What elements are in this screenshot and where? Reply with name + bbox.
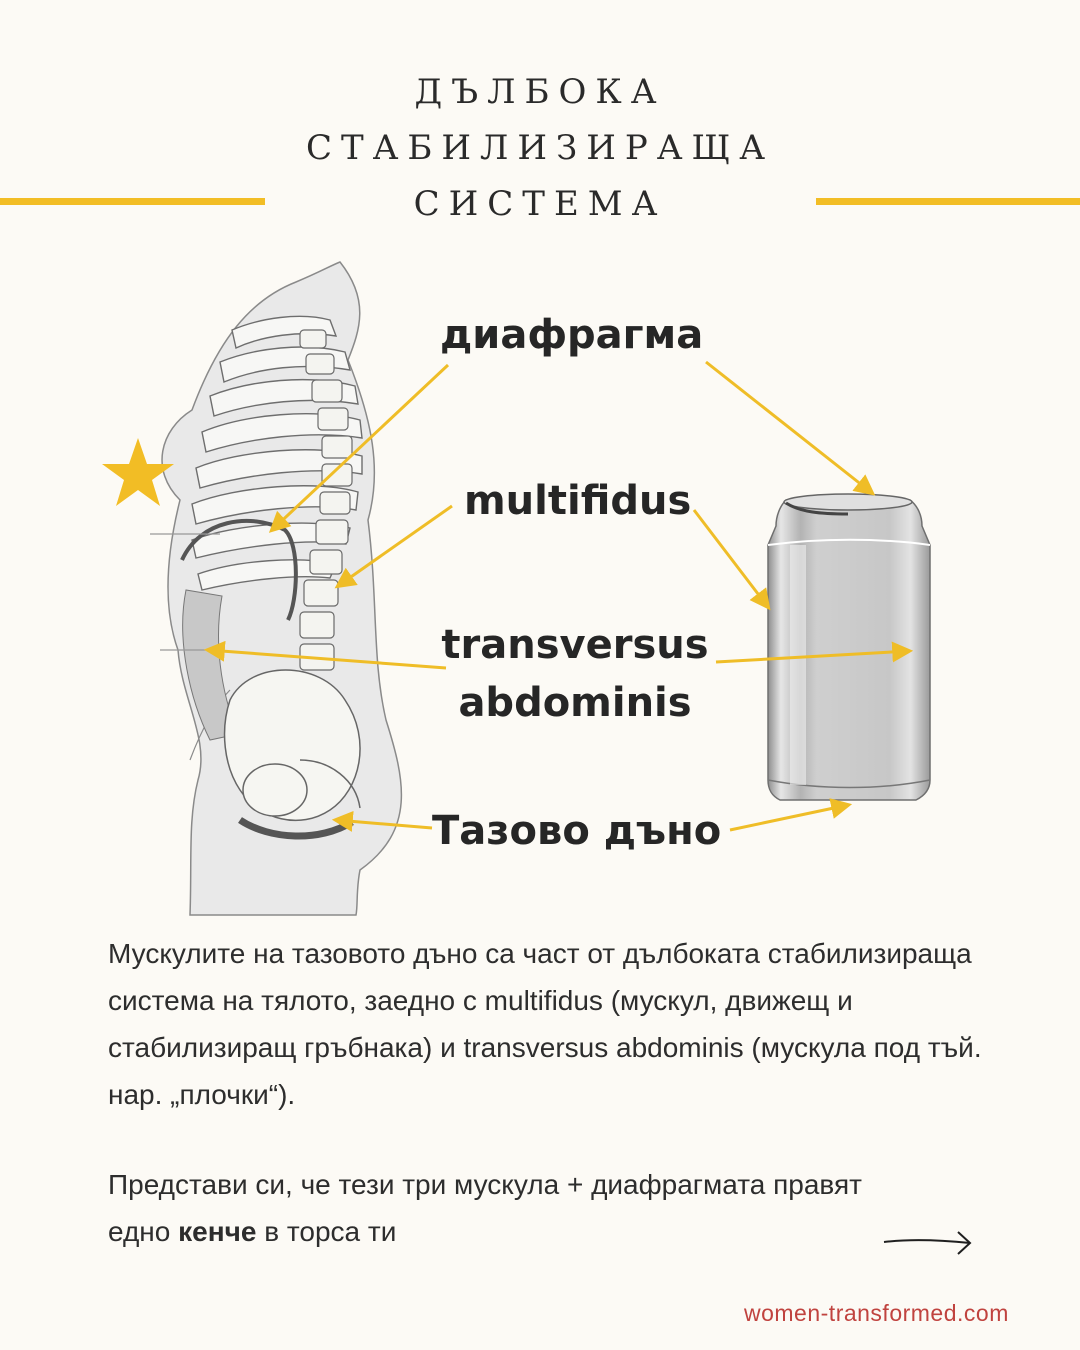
arrow-diaphragm-can: [706, 362, 872, 493]
body-paragraph-2-suffix: в торса ти: [256, 1216, 397, 1247]
label-multifidus: multifidus: [464, 478, 692, 524]
body-paragraph-2-prefix: Представи си, че тези три мускула + диафрагмата правят едно: [108, 1169, 862, 1247]
title-line-1: ДЪЛБОКА: [414, 72, 666, 112]
body-paragraph-2: [108, 1161, 908, 1255]
title-line-2: СТАБИЛИЗИРАЩА: [305, 128, 775, 168]
body-paragraph-2-bold: кенче: [178, 1216, 257, 1247]
label-pelvic-floor: Тазово дъно: [432, 808, 722, 854]
pelvis: [225, 670, 360, 820]
label-transversus-line-1: transversus: [441, 622, 709, 668]
website-link[interactable]: women-transformed.com: [744, 1300, 1009, 1326]
label-transversus-abdominis: [440, 616, 710, 732]
label-transversus-line-2: abdominis: [458, 680, 692, 726]
torso-figure: [150, 262, 401, 915]
arrow-multifidus-can: [694, 510, 768, 607]
arrow-pelvic-floor-can: [730, 805, 848, 830]
body-paragraph-1: Мускулите на тазовото дъно са част от дълбоката стабилизираща система на тялото, заедно с multifidus (мускул, движещ и стабилизиращ гръбнака) и transversus abdominis (мускула под тъй. нар. „плочки“).: [108, 938, 982, 1110]
label-diaphragm: диафрагма: [440, 312, 704, 358]
can-illustration: [768, 494, 930, 800]
title-line-3: СИСТЕМА: [413, 184, 667, 224]
